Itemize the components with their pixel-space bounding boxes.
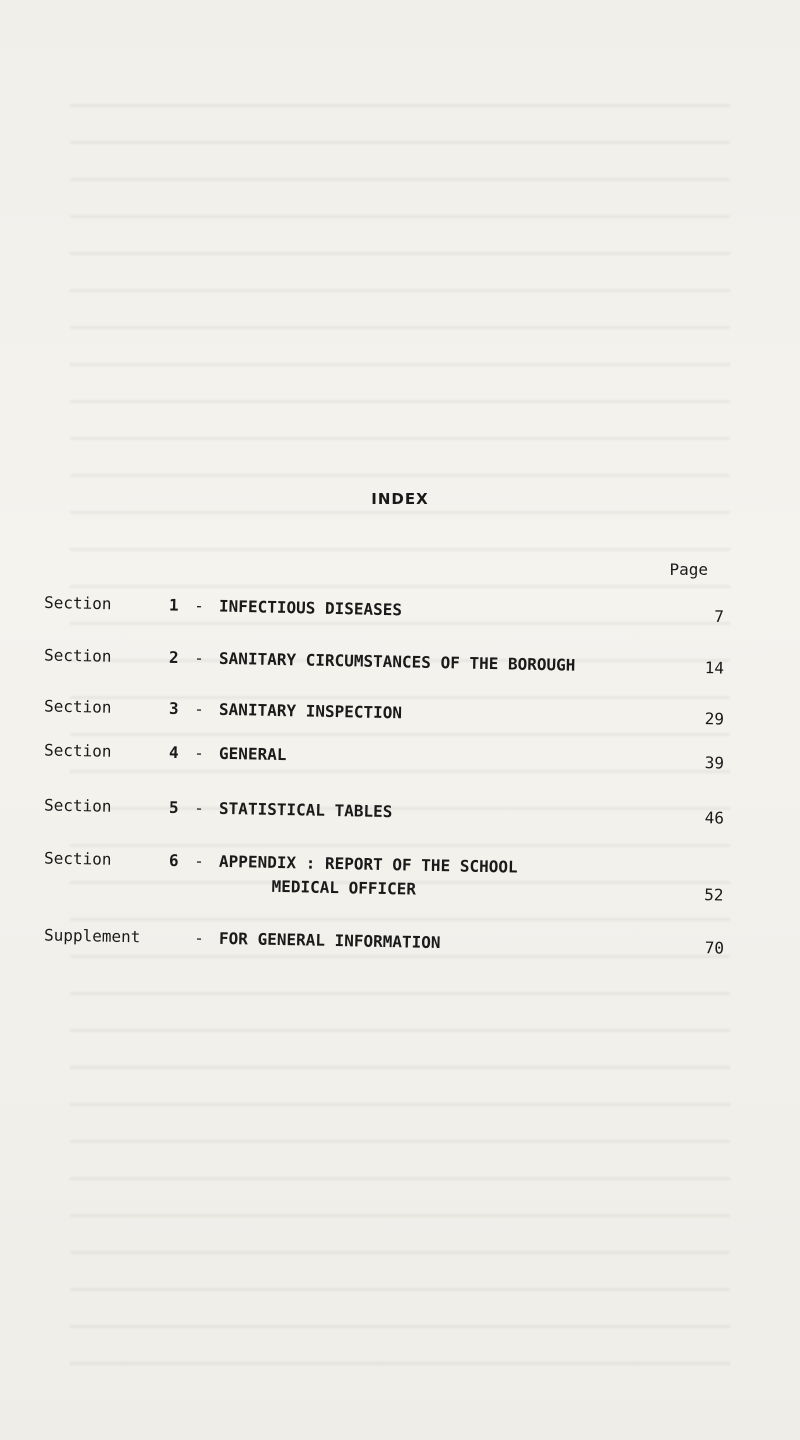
- entry-number: 1: [168, 595, 179, 615]
- entry-title: GENERAL: [218, 743, 287, 765]
- entry-label: Section: [43, 592, 112, 614]
- entry-label: Section: [43, 848, 112, 869]
- entry-number: 3: [168, 698, 179, 719]
- entry-number: 6: [168, 850, 179, 871]
- index-entry: Section 5 - STATISTICAL TABLES 46: [43, 795, 725, 828]
- index-entry: Section 4 - GENERAL 39: [43, 740, 725, 773]
- page-column-header: Page: [669, 560, 708, 579]
- entry-label: Section: [43, 696, 112, 717]
- entry-page: 7: [714, 606, 725, 627]
- index-entry: Section 6 - APPENDIX : REPORT OF THE SCHOOL MEDICAL OFFICER 52: [43, 848, 724, 905]
- entry-title: FOR GENERAL INFORMATION: [218, 928, 441, 953]
- entry-label: Section: [43, 795, 112, 816]
- entry-page: 46: [704, 808, 725, 828]
- entry-label: Section: [43, 740, 112, 761]
- entry-number: 4: [168, 742, 179, 763]
- entry-number: 2: [168, 647, 179, 668]
- index-entry: Section 2 - SANITARY CIRCUMSTANCES OF THE BOROUGH 14: [43, 645, 725, 678]
- entry-title: SANITARY INSPECTION: [218, 699, 403, 723]
- entry-page: 39: [704, 753, 725, 773]
- entry-label: Supplement: [43, 925, 141, 947]
- entry-number: 5: [168, 797, 179, 818]
- index-title: INDEX: [371, 490, 429, 508]
- entry-page: 52: [704, 885, 724, 905]
- entry-page: 70: [704, 938, 725, 958]
- entry-title: INFECTIOUS DISEASES: [218, 596, 403, 620]
- entry-title-continued: MEDICAL OFFICER: [271, 876, 417, 899]
- entry-page: 29: [704, 709, 725, 729]
- entry-label: Section: [43, 645, 112, 666]
- entry-page: 14: [704, 658, 725, 678]
- entry-title: APPENDIX : REPORT OF THE SCHOOL: [218, 851, 518, 877]
- entry-title: SANITARY CIRCUMSTANCES OF THE BOROUGH: [218, 648, 576, 675]
- entry-title: STATISTICAL TABLES: [218, 798, 393, 822]
- bleed-through-texture: [70, 80, 730, 1380]
- index-entry: Supplement - FOR GENERAL INFORMATION 70: [43, 925, 725, 958]
- index-entry: Section 3 - SANITARY INSPECTION 29: [43, 696, 725, 729]
- index-entry: Section 1 - INFECTIOUS DISEASES 7: [43, 592, 725, 627]
